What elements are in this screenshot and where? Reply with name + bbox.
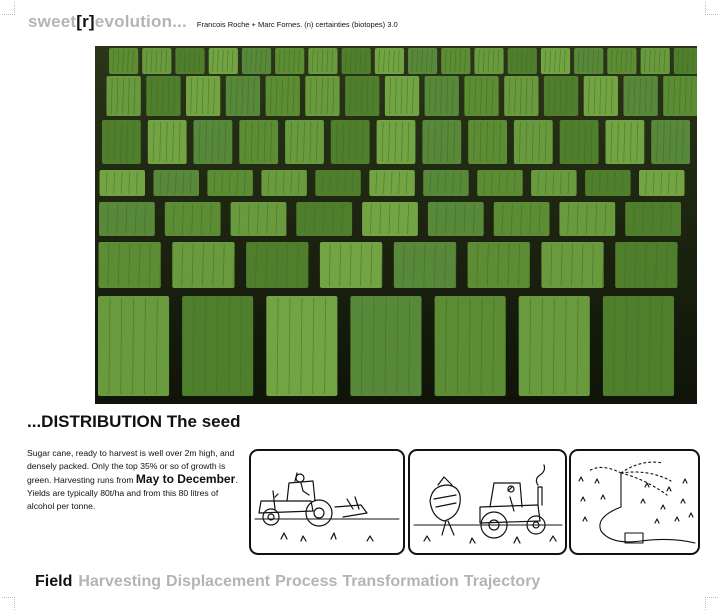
header (28, 12, 398, 32)
crop-mark-top-right (705, 2, 718, 15)
sugar-cane-field-photo (95, 46, 697, 404)
crop-mark-bottom-right (705, 597, 718, 610)
description-part-1: Sugar cane, ready to harvest is well over 2m high, and densely packed. Only the top 35% or so of growth is green. Harvesting runs from (27, 448, 235, 485)
brand-suffix: evolution... (94, 12, 187, 31)
irrigation-sketch (571, 451, 698, 553)
process-footer (35, 573, 545, 591)
footer-step-process[interactable]: Process (275, 573, 338, 590)
description-part-2: . Yields are typically 80t/ha and from this 80 litres of alcohol per tonne. (27, 475, 238, 511)
footer-step-harvesting[interactable]: Harvesting (78, 573, 162, 590)
cane-plots (98, 48, 697, 396)
section-title: ...DISTRIBUTION The seed (27, 412, 241, 431)
field-illustration (95, 46, 697, 404)
footer-step-displacement[interactable]: Displacement (166, 573, 271, 590)
description-emphasis: May to December (135, 472, 236, 486)
tractor-cutting-sketch-panel (249, 449, 405, 555)
tractor-sack-sketch (410, 451, 565, 553)
tractor-sack-sketch-panel (408, 449, 567, 555)
footer-step-transformation[interactable]: Transformation (342, 573, 459, 590)
irrigation-sketch-panel (569, 449, 700, 555)
crop-mark-bottom-left (2, 597, 15, 610)
brand-prefix: sweet (28, 12, 77, 31)
footer-step-trajectory[interactable]: Trajectory (463, 573, 541, 590)
footer-step-field[interactable]: Field (35, 573, 73, 590)
crop-mark-top-left (2, 2, 15, 15)
tractor-cutting-sketch (251, 451, 403, 553)
description-text (27, 447, 247, 513)
brand-highlight: [r] (76, 12, 95, 31)
credits: Francois Roche + Marc Fornes. (n) certainties (biotopes) 3.0 (196, 20, 398, 29)
brand-title (28, 12, 187, 32)
